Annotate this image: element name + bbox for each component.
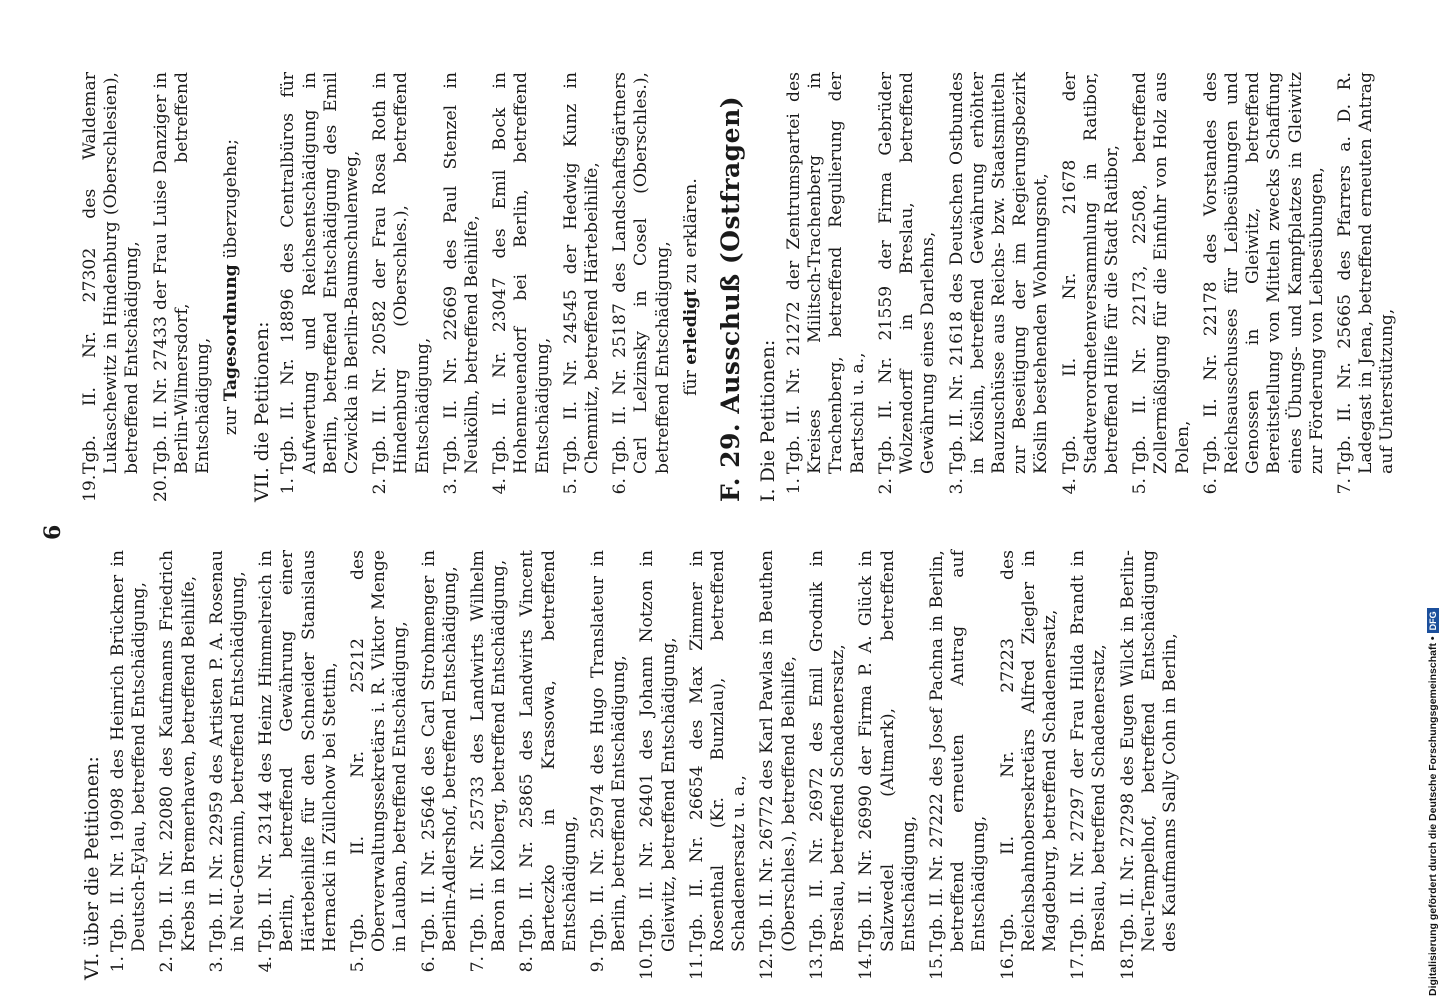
section-heading-i: I. Die Petitionen:: [757, 339, 780, 502]
petition-number: 11.: [686, 952, 707, 980]
petition-text: Tgb. II. Nr. 25974 des Hugo Translateur in Berlin, betreffend Entschädigung,: [588, 550, 630, 952]
settled-bold: erledigt: [680, 288, 701, 365]
petition-number: 1.: [278, 478, 299, 495]
petition-item: [1201, 72, 1328, 502]
petition-text: Tgb. II. Nr. 23047 des Emil Bock in Hohenneuendorf bei Berlin, betreffend Entschädigung,: [490, 72, 553, 474]
petition-number: 4.: [256, 956, 277, 973]
right-column: [80, 72, 1406, 502]
petition-number: 13.: [806, 952, 827, 980]
petition-number: 12.: [757, 952, 778, 980]
settled-suffix: zu erklären.: [680, 178, 701, 284]
petition-number: 18.: [1117, 952, 1138, 980]
petition-number: 15.: [926, 952, 947, 980]
petition-number: 3.: [946, 478, 967, 495]
petition-number: 10.: [637, 952, 658, 980]
petition-item: [1118, 550, 1182, 980]
petition-item: [256, 550, 341, 980]
petition-item: [1060, 72, 1124, 502]
petition-item: [687, 550, 751, 980]
petition-number: 1.: [108, 956, 128, 973]
petition-item: [370, 72, 434, 502]
petition-number: 8.: [517, 956, 538, 973]
agenda-line: [221, 72, 242, 502]
petition-text: Tgb. II. Nr. 27223 des Reichsbahnobersekretärs Alfred Ziegler in Magdeburg, betreffend Schadenersatz,: [997, 550, 1060, 952]
petition-number: 7.: [1334, 478, 1355, 495]
petition-item: [561, 72, 603, 502]
petition-item: [468, 550, 510, 980]
petition-text: Tgb. II. Nr. 22959 des Artisten P. A. Rosenau in Neu-Gemmin, betreffend Entschädigung,: [206, 550, 249, 952]
agenda-bold: Tagesordnung: [221, 264, 242, 402]
agenda-suffix: überzugehen;: [221, 138, 242, 259]
petition-text: Tgb. II. Nr. 26972 des Emil Grodnik in Breslau, betreffend Schadenersatz,: [806, 550, 849, 952]
petition-item: [441, 72, 483, 502]
petition-text: Tgb. II. Nr. 21678 der Stadtverordnetenversammlung in Ratibor, betreffend Hilfe für die Stadt Ratibor,: [1059, 72, 1122, 474]
petition-text: Tgb. II. Nr. 26401 des Johann Notzon in Gleiwitz, betreffend Entschädigung,: [637, 550, 679, 952]
petition-list-vi: [108, 550, 1181, 980]
petition-item: [1130, 72, 1194, 502]
petition-text: Tgb. II. Nr. 23144 des Heinz Himmelreich in Berlin, betreffend Gewährung einer Härtebeihilfe für den Schneider Stanislaus Hernacki in Züllchow bei Stettin,: [256, 550, 340, 952]
settled-prefix: für: [680, 370, 701, 396]
agenda-prefix: zur: [221, 406, 242, 436]
petition-item: [927, 550, 991, 980]
petition-item: [278, 72, 363, 502]
petition-number: 14.: [856, 952, 877, 980]
settled-line: [681, 72, 702, 502]
digitization-watermark: [1427, 608, 1439, 996]
petition-item: [80, 72, 144, 502]
petition-text: Tgb. II. Nr. 21618 des Deutschen Ostbundes in Köslin, betreffend Gewährung erhöhter Bauzuschüsse aus Reichs- bzw. Staatsmitteln zur Beseitigung der im Regierungsbezirk Köslin bestehenden Wohnungsnot,: [946, 72, 1052, 474]
petition-item: [876, 72, 940, 502]
petition-item: [207, 550, 249, 980]
petition-number: 4.: [1059, 478, 1080, 495]
petition-text: Tgb. II. Nr. 21272 der Zentrumspartei des Kreises Militsch-Trachenberg in Trachenberg, betreffend Regulierung der Bartschi u. a.,: [784, 72, 868, 474]
petition-list-vi-continued: [80, 72, 214, 502]
petition-item: [807, 550, 849, 980]
petition-text: Tgb. II. Nr. 27302 des Waldemar Lukaschewitz in Hindenburg (Oberschlesien), betreffend Entschädigung,: [80, 72, 143, 474]
petition-text: Tgb. II. Nr. 22173, 22508, betreffend Zollermäßigung für die Einfuhr von Holz aus Polen,: [1130, 72, 1193, 474]
petition-number: 6.: [610, 478, 631, 495]
petition-text: Tgb. II. Nr. 22080 des Kaufmanns Friedrich Krebs in Bremerhaven, betreffend Beihilfe,: [157, 550, 199, 952]
petition-item: [856, 550, 920, 980]
petition-number: 6.: [1200, 478, 1221, 495]
petition-item: [637, 550, 679, 980]
petition-item: [348, 550, 412, 980]
petition-number: 5.: [560, 478, 581, 495]
petition-number: 20.: [150, 474, 171, 502]
petition-text: Tgb. II. Nr. 27298 des Eugen Wilck in Berlin-Neu-Tempelhof, betreffend Entschädigung des Kaufmanns Sally Cohn in Berlin,: [1117, 550, 1180, 952]
petition-number: 2.: [875, 478, 896, 495]
petition-text: Tgb. II. Nr. 19098 des Heinrich Brückner in Deutsch-Eylau, betreffend Entschädigung,: [108, 550, 150, 952]
petition-text: Tgb. II. Nr. 26990 der Firma P. A. Glück in Salzwedel (Altmark), betreffend Entschädigung,: [856, 550, 919, 952]
petition-item: [108, 550, 150, 980]
petition-number: 3.: [440, 478, 461, 495]
petition-text: Tgb. II. Nr. 22178 des Vorstandes des Reichsausschusses für Leibesübungen und Genossen in Gleiwitz, betreffend Bereitstellung von Mitteln zwecks Schaffung eines Übungs- und Kampfplatzes in Gleiwitz zur Förderung von Leibesübungen,: [1200, 72, 1327, 474]
petition-item: [517, 550, 581, 980]
rotated-page-spread: [40, 20, 1398, 980]
petition-text: Tgb. II. Nr. 27222 des Josef Pachna in Berlin, betreffend erneuten Antrag auf Entschädigung,: [926, 550, 990, 952]
petition-number: 4.: [490, 478, 511, 495]
petition-list-vii: [278, 72, 673, 502]
petition-item: [1068, 550, 1110, 980]
petition-number: 17.: [1068, 952, 1089, 980]
petition-text: Tgb. II. Nr. 27297 der Frau Hilda Brandt in Breslau, betreffend Schadenersatz,: [1068, 550, 1110, 952]
petition-text: Tgb. II. Nr. 20582 der Frau Rosa Roth in Hindenburg (Oberschles.), betreffend Entschädigung,: [370, 72, 433, 474]
watermark-text: Digitalisierung gefördert durch die Deutsche Forschungsgemeinschaft •: [1427, 636, 1439, 996]
petition-text: Tgb. II. Nr. 25733 des Landwirts Wilhelm Baron in Kolberg, betreffend Entschädigung,: [468, 550, 510, 952]
petition-item: [998, 550, 1062, 980]
petition-text: Tgb. II. Nr. 18896 des Centralbüros für Aufwertung und Reichsentschädigung in Berlin, betreffend Entschädigung des Emil Czwickla in Berlin-Baumschulenweg,: [278, 72, 363, 474]
petition-number: 19.: [80, 474, 100, 502]
page-number: 6: [40, 524, 66, 540]
petition-number: 5.: [1130, 478, 1151, 495]
petition-text: Tgb. II. Nr. 25187 des Landschaftsgärtners Carl Lelzinsky in Cosel (Oberschles.), betreffend Entschädigung,: [610, 72, 673, 474]
petition-number: 5.: [348, 956, 369, 973]
petition-text: Tgb. II. Nr. 26654 des Max Zimmer in Rosenthal (Kr. Bunzlau), betreffend Schadenersatz u. a.,: [686, 550, 750, 952]
petition-number: 1.: [784, 478, 805, 495]
petition-text: Tgb. II. Nr. 25865 des Landwirts Vincent Barteczko in Krassowa, betreffend Entschädigung,: [517, 550, 580, 952]
petition-item: [157, 550, 199, 980]
petition-item: [151, 72, 215, 502]
section-heading-vi: VI. über die Petitionen:: [81, 756, 103, 980]
petition-text: Tgb. II. Nr. 22669 des Paul Stenzel in Neukölln, betreffend Beihilfe,: [440, 72, 483, 474]
petition-text: Tgb. II. Nr. 26772 des Karl Pawlas in Beuthen (Oberschles.), betreffend Beihilfe,: [757, 550, 799, 952]
petition-item: [1335, 72, 1399, 502]
petition-number: 9.: [588, 956, 609, 973]
petition-number: 16.: [997, 952, 1018, 980]
petition-item: [757, 550, 799, 980]
dfg-logo: DFG: [1427, 608, 1439, 633]
petition-item: [784, 72, 869, 502]
petition-number: 2.: [370, 478, 391, 495]
petition-list-i: [784, 72, 1398, 502]
petition-text: Tgb. II. Nr. 25212 des Oberverwaltungssekretärs i. R. Viktor Menge in Lauban, betreffend Entschädigung,: [348, 550, 411, 952]
petition-text: Tgb. II. Nr. 25665 des Pfarrers a. D. R. Ladegast in Jena, betreffend erneuten Antrag auf Unterstützung,: [1334, 72, 1398, 474]
petition-number: 3.: [206, 956, 227, 973]
petition-item: [490, 72, 554, 502]
petition-item: [588, 550, 630, 980]
petition-number: 7.: [468, 956, 489, 973]
petition-text: Tgb. II. Nr. 27433 der Frau Luise Danziger in Berlin-Wilmersdorf, betreffend Entschädigung,: [150, 72, 214, 474]
petition-text: Tgb. II. Nr. 21559 der Firma Gebrüder Wolzendorff in Breslau, betreffend Gewährung eines Darlehns,: [875, 72, 939, 474]
petition-text: Tgb. II. Nr. 25646 des Carl Strohmenger in Berlin-Adlershof, betreffend Entschädigung,: [418, 550, 460, 952]
petition-item: [947, 72, 1053, 502]
committee-title: F. 29. Ausschuß (Ostfragen): [716, 95, 746, 502]
section-heading-vii: VII. die Petitionen:: [251, 321, 274, 502]
petition-item: [419, 550, 461, 980]
petition-number: 6.: [418, 956, 439, 973]
petition-text: Tgb. II. Nr. 24545 der Hedwig Kunz in Chemnitz, betreffend Härtebeihilfe,: [560, 72, 603, 474]
petition-item: [610, 72, 674, 502]
left-column: [40, 524, 1188, 980]
petition-number: 2.: [157, 956, 178, 973]
